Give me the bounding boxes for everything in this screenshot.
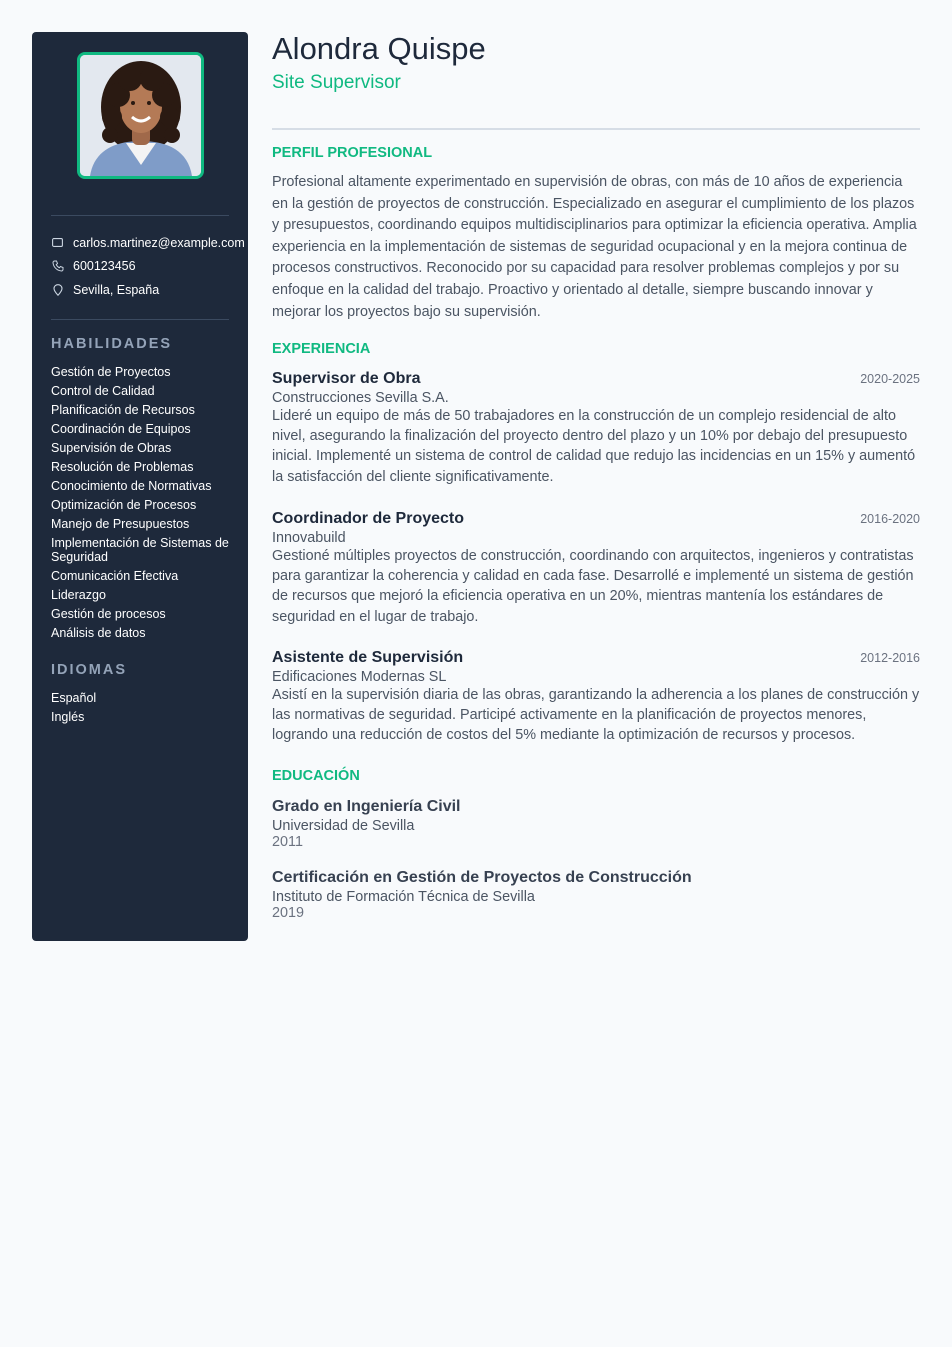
education-school: Instituto de Formación Técnica de Sevilla xyxy=(272,889,535,905)
languages-heading: IDIOMAS xyxy=(51,662,128,678)
contact-list xyxy=(51,231,248,302)
education-school: Universidad de Sevilla xyxy=(272,818,415,834)
job-role: Coordinador de Proyecto xyxy=(272,510,465,527)
job-company: Construcciones Sevilla S.A. xyxy=(272,390,449,406)
location-pin-icon xyxy=(51,283,64,296)
job-description: Lideré un equipo de más de 50 trabajadores en la construcción de un complejo residencial de alto nivel, asegurando la finalización del proyecto dentro del plazo y un 10% por debajo del presupuesto inicial. Implementé un sistema de control de calidad que redujo las incidencias en un 15% y aumentó la satisfacción del cliente significativamente. xyxy=(272,408,916,485)
candidate-title: Site Supervisor xyxy=(272,72,401,93)
education-degree: Grado en Ingeniería Civil xyxy=(272,798,461,815)
skill-item: Optimización de Procesos xyxy=(51,498,197,512)
profile-heading: PERFIL PROFESIONAL xyxy=(272,145,433,161)
contact-location xyxy=(51,278,248,302)
email-icon xyxy=(51,236,64,249)
profile-text: Profesional altamente experimentado en supervisión de obras, con más de 10 años de experiencia en la gestión de proyectos de construcción. Especializado en asegurar el cumplimiento de los plazos y presupuestos, coordinando equipos multidisciplinarios para optimizar la eficiencia operativa. Amplia experiencia en la implementación de sistemas de seguridad ocupacional y en la mejora continua de procesos constructivos. Reconocido por su capacidad para resolver problemas complejos y por su enfoque en la calidad del trabajo. Proactivo y orientado al detalle, siempre buscando innovar y mejorar los proyectos bajo su supervisión. xyxy=(272,174,917,320)
contact-email-text: carlos.martinez@example.com xyxy=(73,235,245,250)
skill-item: Supervisión de Obras xyxy=(51,441,172,455)
job-dates: 2020-2025 xyxy=(860,372,920,386)
education-entry xyxy=(272,869,920,921)
job-entry xyxy=(272,649,920,746)
contact-email[interactable] xyxy=(51,231,248,255)
education-heading: EDUCACIÓN xyxy=(272,768,360,784)
skill-item: Control de Calidad xyxy=(51,384,155,398)
education-degree: Certificación en Gestión de Proyectos de Construcción xyxy=(272,869,692,886)
language-item: Español xyxy=(51,691,97,705)
profile-photo xyxy=(77,52,204,179)
candidate-name: Alondra Quispe xyxy=(272,31,486,66)
contact-phone[interactable] xyxy=(51,255,248,279)
skills-list xyxy=(51,365,229,645)
job-dates: 2012-2016 xyxy=(860,651,920,665)
sidebar-divider xyxy=(51,215,229,216)
skill-item: Liderazgo xyxy=(51,588,106,602)
languages-list xyxy=(51,691,229,729)
job-description: Gestioné múltiples proyectos de construcción, coordinando con arquitectos, ingenieros y contratistas para garantizar la coherencia y calidad en cada fase. Desarrollé e implementé un sistema de gestión de recursos que mejoró la eficiencia operativa en un 20%, mientras mantenía los estándares de seguridad en el lugar de trabajo. xyxy=(272,548,914,625)
experience-heading: EXPERIENCIA xyxy=(272,341,371,357)
job-company: Edificaciones Modernas SL xyxy=(272,669,447,685)
skill-item: Implementación de Sistemas de Seguridad xyxy=(51,536,229,564)
skill-item: Resolución de Problemas xyxy=(51,460,194,474)
skill-item: Gestión de Proyectos xyxy=(51,365,171,379)
job-dates: 2016-2020 xyxy=(860,512,920,526)
job-role: Asistente de Supervisión xyxy=(272,649,464,666)
skill-item: Gestión de procesos xyxy=(51,607,166,621)
skill-item: Análisis de datos xyxy=(51,626,146,640)
job-description: Asistí en la supervisión diaria de las obras, garantizando la adherencia a los planes de construcción y las normativas de seguridad. Participé activamente en la planificación de proyectos menores, logrando una reducción de costos del 5% mediante la optimización de recursos y procesos. xyxy=(272,687,920,744)
contact-phone-text: 600123456 xyxy=(73,259,136,274)
sidebar-divider xyxy=(51,319,229,320)
header-divider xyxy=(272,128,920,130)
portrait-image xyxy=(80,55,201,176)
phone-icon xyxy=(51,260,64,273)
skill-item: Comunicación Efectiva xyxy=(51,569,179,583)
skill-item: Coordinación de Equipos xyxy=(51,422,191,436)
main-content xyxy=(272,31,920,921)
job-company: Innovabuild xyxy=(272,530,346,546)
job-entry xyxy=(272,510,920,627)
skill-item: Conocimiento de Normativas xyxy=(51,479,212,493)
job-role: Supervisor de Obra xyxy=(272,370,421,387)
skills-heading: HABILIDADES xyxy=(51,336,173,352)
skill-item: Planificación de Recursos xyxy=(51,403,195,417)
job-entry xyxy=(272,370,920,487)
contact-location-text: Sevilla, España xyxy=(73,282,160,297)
sidebar xyxy=(32,32,248,941)
education-year: 2011 xyxy=(272,834,303,850)
education-year: 2019 xyxy=(272,905,305,921)
education-entry xyxy=(272,798,920,850)
language-item: Inglés xyxy=(51,710,85,724)
skill-item: Manejo de Presupuestos xyxy=(51,517,190,531)
